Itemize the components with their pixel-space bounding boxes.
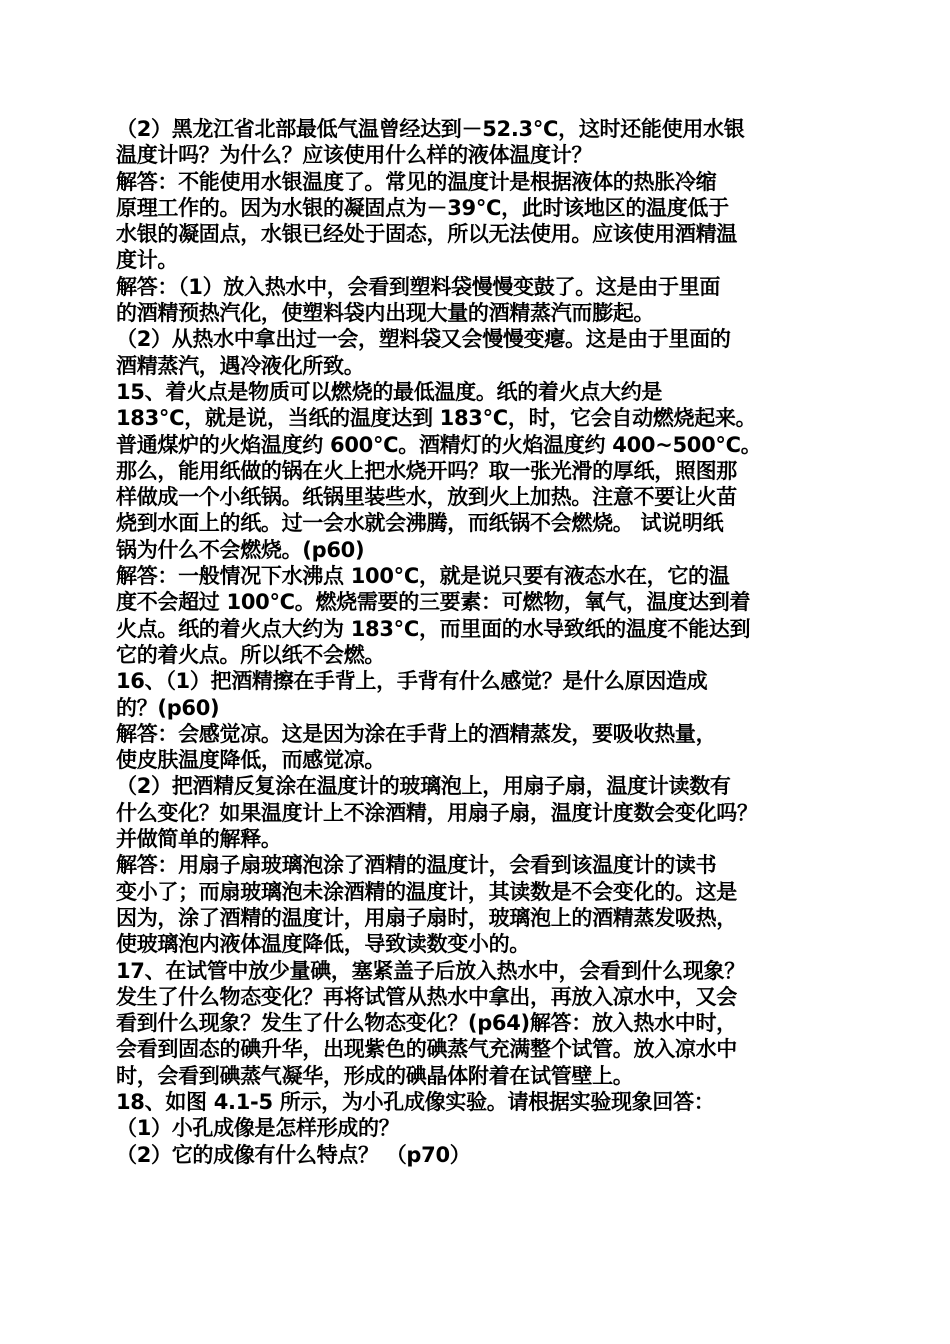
text-line: 变小了；而扇玻璃泡未涂酒精的温度计，其读数是不会变化的。这是 — [116, 879, 737, 904]
text-line: （1）小孔成像是怎样形成的？ — [116, 1116, 400, 1141]
text-line: 样做成一个小纸锅。纸锅里装些水，放到火上加热。注意不要让火苗 — [116, 485, 737, 510]
text-line: 锅为什么不会燃烧。(p60) — [116, 537, 365, 562]
text-line: 会看到固态的碘升华，出现紫色的碘蒸气充满整个试管。放入凉水中 — [116, 1037, 737, 1062]
text-line: 度计。 — [116, 248, 179, 273]
text-line: 度不会超过 100°C。燃烧需要的三要素：可燃物，氧气，温度达到着 — [116, 590, 751, 615]
text-line: 普通煤炉的火焰温度约 600°C。酒精灯的火焰温度约 400~500°C。 — [116, 432, 762, 457]
text-line: 解答：用扇子扇玻璃泡涂了酒精的温度计，会看到该温度计的读书 — [116, 853, 717, 878]
text-line: 183°C，就是说，当纸的温度达到 183°C，时，它会自动燃烧起来。 — [116, 406, 757, 431]
text-line: 烧到水面上的纸。过一会水就会沸腾，而纸锅不会燃烧。 试说明纸 — [116, 511, 724, 536]
document-body — [116, 116, 852, 1168]
text-line: 看到什么现象？发生了什么物态变化？(p64)解答：放入热水中时， — [116, 1011, 737, 1036]
text-line: 温度计吗？为什么？应该使用什么样的液体温度计？ — [116, 143, 593, 168]
text-line: 因为，涂了酒精的温度计，用扇子扇时，玻璃泡上的酒精蒸发吸热， — [116, 905, 737, 930]
text-line: 时，会看到碘蒸气凝华，形成的碘晶体附着在试管壁上。 — [116, 1063, 634, 1088]
text-line: 17、在试管中放少量碘，塞紧盖子后放入热水中，会看到什么现象？ — [116, 958, 745, 983]
text-line: 使玻璃泡内液体温度降低，导致读数变小的。 — [116, 932, 530, 957]
text-line: 18、如图 4.1-5 所示，为小孔成像实验。请根据实验现象回答： — [116, 1089, 715, 1114]
text-line: 16、（1）把酒精擦在手背上，手背有什么感觉？是什么原因造成 — [116, 669, 708, 694]
text-line: 解答：一般情况下水沸点 100°C，就是说只要有液态水在，它的温 — [116, 564, 730, 589]
text-line: （2）它的成像有什么特点？ （p70） — [116, 1142, 471, 1167]
text-line: 酒精蒸汽，遇冷液化所致。 — [116, 353, 365, 378]
text-line: （2）把酒精反复涂在温度计的玻璃泡上，用扇子扇，温度计读数有 — [116, 774, 731, 799]
text-line: 的酒精预热汽化，使塑料袋内出现大量的酒精蒸汽而膨起。 — [116, 301, 655, 326]
text-line: 发生了什么物态变化？再将试管从热水中拿出，再放入凉水中，又会 — [116, 984, 737, 1009]
text-line: 的？(p60) — [116, 695, 220, 720]
text-line: 它的着火点。所以纸不会燃。 — [116, 642, 386, 667]
text-line: 水银的凝固点，水银已经处于固态，所以无法使用。应该使用酒精温 — [116, 222, 737, 247]
text-line: 解答：（1）放入热水中，会看到塑料袋慢慢变鼓了。这是由于里面 — [116, 274, 721, 299]
text-line: 原理工作的。因为水银的凝固点为－39°C，此时该地区的温度低于 — [116, 195, 729, 220]
text-line: （2）从热水中拿出过一会，塑料袋又会慢慢变瘪。这是由于里面的 — [116, 327, 731, 352]
text-line: 使皮肤温度降低，而感觉凉。 — [116, 748, 386, 773]
text-line: 15、着火点是物质可以燃烧的最低温度。纸的着火点大约是 — [116, 379, 663, 404]
text-line: 解答：不能使用水银温度了。常见的温度计是根据液体的热胀冷缩 — [116, 169, 717, 194]
text-line: 解答：会感觉凉。这是因为涂在手背上的酒精蒸发，要吸收热量， — [116, 721, 717, 746]
text-line: （2）黑龙江省北部最低气温曾经达到－52.3°C，这时还能使用水银 — [116, 117, 745, 141]
text-line: 什么变化？如果温度计上不涂酒精，用扇子扇，温度计度数会变化吗？ — [116, 800, 758, 825]
text-line: 那么，能用纸做的锅在火上把水烧开吗？取一张光滑的厚纸，照图那 — [116, 458, 737, 483]
text-line: 火点。纸的着火点大约为 183°C，而里面的水导致纸的温度不能达到 — [116, 616, 751, 641]
text-line: 并做简单的解释。 — [116, 827, 282, 852]
